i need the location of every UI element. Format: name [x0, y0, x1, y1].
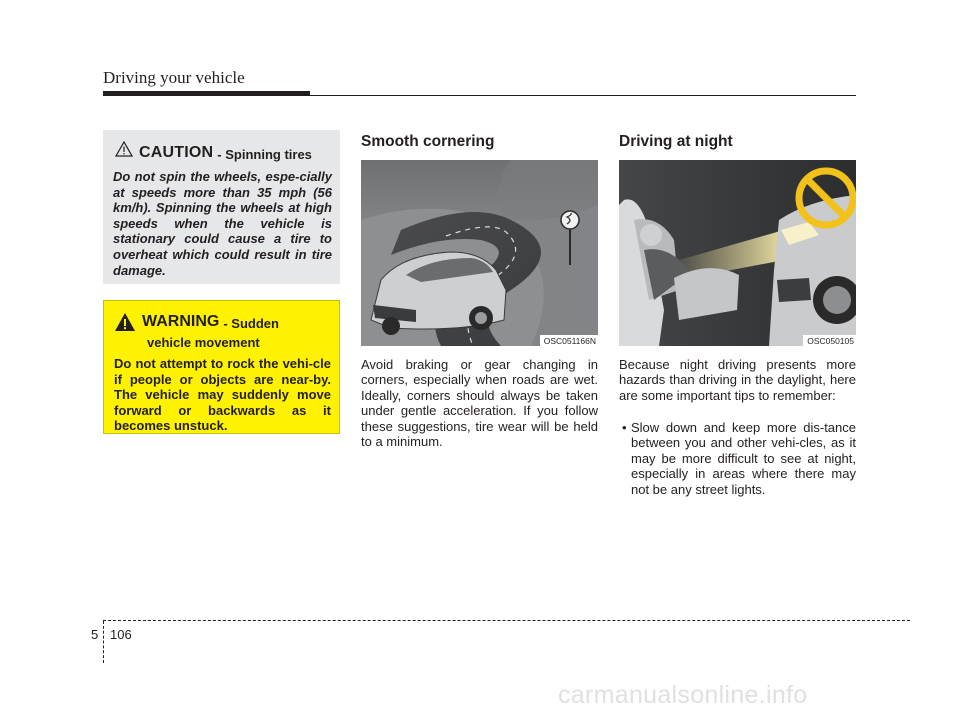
running-header: Driving your vehicle: [103, 68, 245, 87]
warning-subtitle-line2: vehicle movement: [147, 335, 260, 350]
warning-text: Do not attempt to rock the vehi-cle if people or objects are near-by. The vehicle may suddenly move forward or backwards as it becomes unstuck.: [114, 356, 331, 434]
page-number: 106: [110, 627, 132, 642]
footer-rule: [103, 620, 910, 621]
caution-heading: [115, 142, 332, 162]
warning-label: WARNING: [142, 313, 220, 330]
header-rule: [103, 95, 856, 96]
section-number: 5: [91, 627, 99, 642]
caution-triangle-icon: [115, 141, 133, 162]
footer-divider: [103, 621, 104, 663]
warning-box: [103, 300, 340, 434]
warning-subtitle: - Sudden: [223, 316, 279, 331]
caution-label: CAUTION: [139, 144, 214, 161]
warning-triangle-icon: [114, 312, 136, 337]
warning-heading: [114, 313, 331, 337]
bullet-icon: •: [622, 420, 627, 435]
night-bullet-item: [622, 420, 856, 497]
night-heading: Driving at night: [619, 133, 733, 150]
cornering-figure-code: OSC051166N: [540, 335, 598, 346]
night-bullet-text: Slow down and keep more dis-tance between you and other vehi-cles, as it may be more difficult to see at night, especially in areas where there may not be any street lights.: [631, 420, 856, 497]
caution-subtitle: - Spinning tires: [217, 147, 312, 162]
night-figure-code: OSC050105: [803, 335, 856, 346]
night-driving-illustration: [619, 160, 856, 346]
cornering-illustration: [361, 160, 598, 346]
cornering-heading: Smooth cornering: [361, 133, 495, 150]
cornering-text: Avoid braking or gear changing in corners, especially when roads are wet. Ideally, corners should always be taken under gentle acceleration. If you follow these suggestions, tire wear will be held to a minimum.: [361, 357, 598, 450]
night-text: Because night driving presents more hazards than driving in the daylight, here are some important tips to remember:: [619, 357, 856, 403]
caution-box: [103, 130, 340, 284]
caution-text: Do not spin the wheels, espe-cially at speeds more than 35 mph (56 km/h). Spinning the wheels at high speeds when the vehicle is stationary could cause a tire to overheat which could result in tire damage.: [113, 169, 332, 278]
watermark: carmanualsonline.info: [558, 681, 808, 709]
